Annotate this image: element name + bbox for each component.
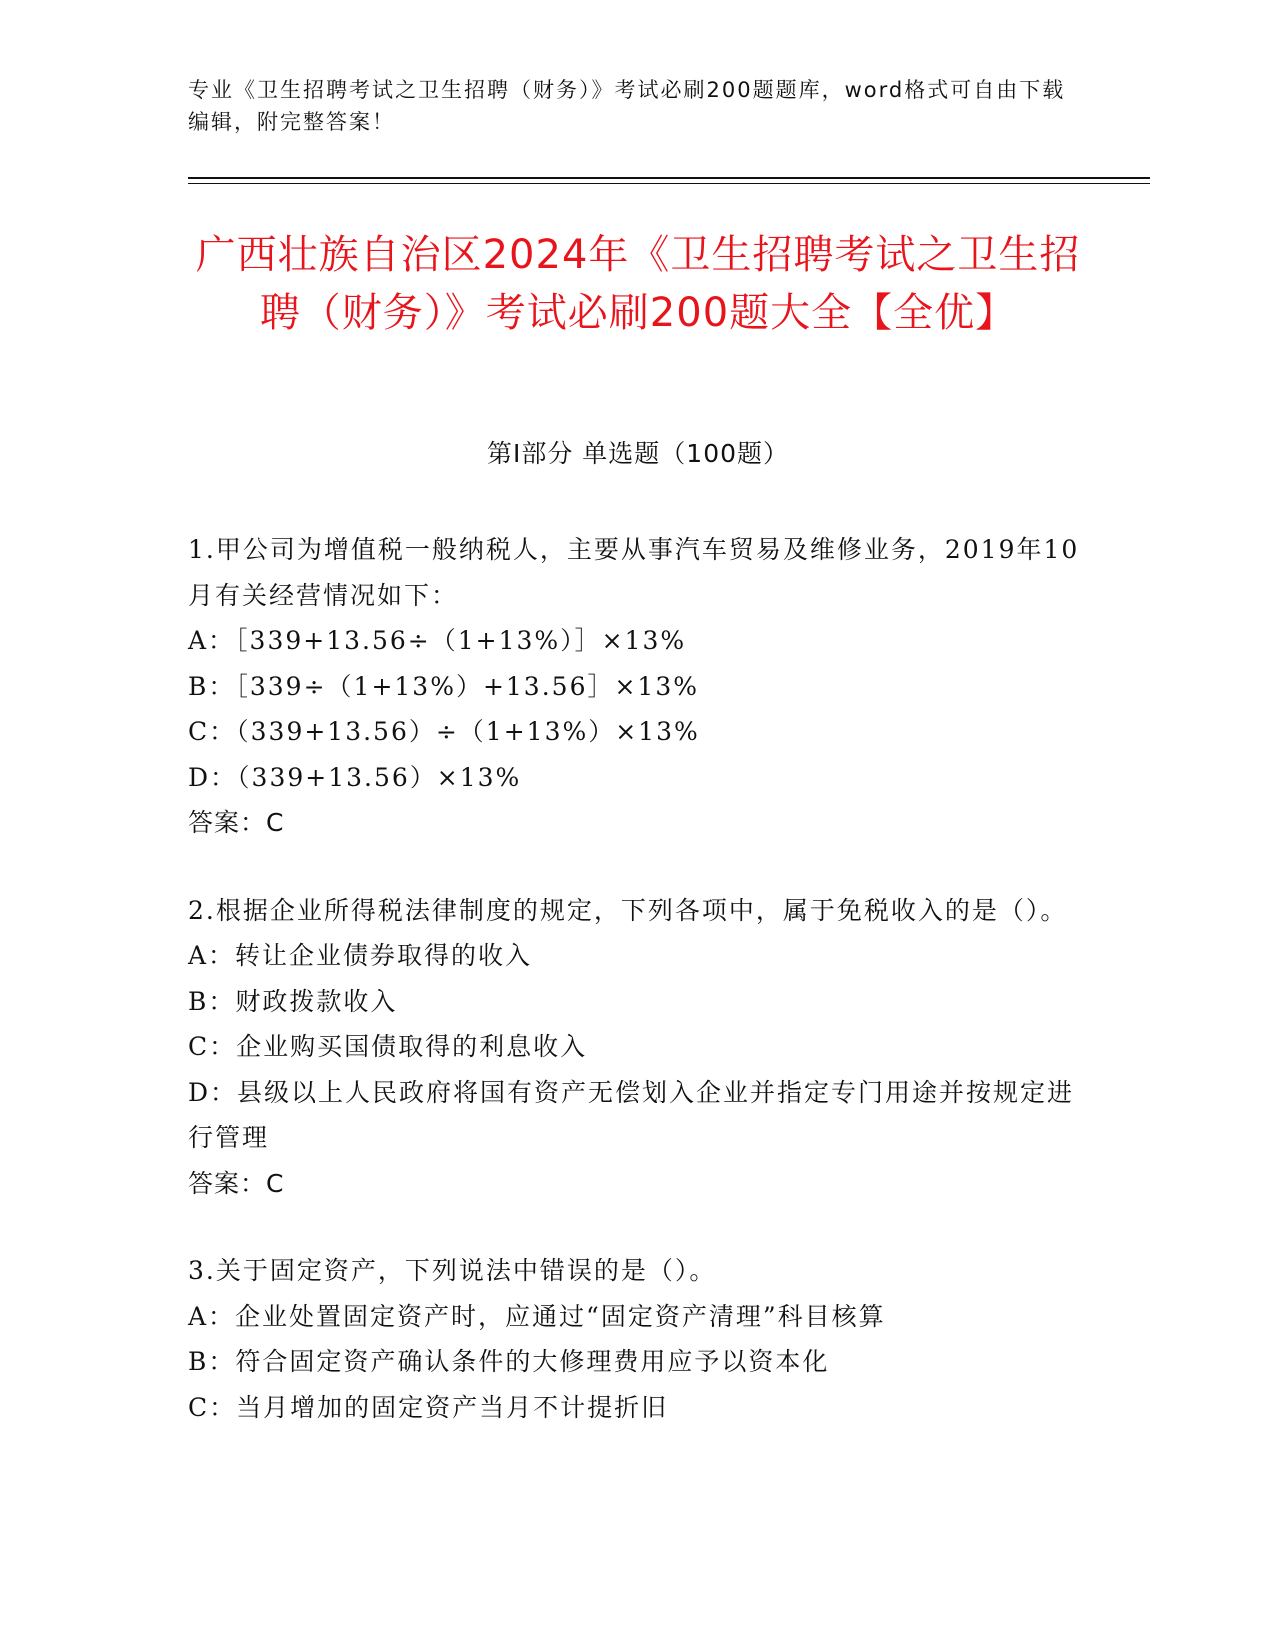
section-title: 第I部分 单选题（100题） [486,439,790,468]
option-c: C：企业购买国债取得的利息收入 [188,1032,588,1061]
option-b: B：［339÷（1+13%）+13.56］×13% [188,671,699,701]
option-c: C：（339+13.56）÷（1+13%）×13% [188,717,700,746]
question-stem: 3.关于固定资产，下列说法中错误的是（）。 [188,1256,717,1285]
option-d: D：（339+13.56）×13% [188,762,522,792]
document-title: 广西壮族自治区2024年《卫生招聘考试之卫生招聘（财务）》考试必刷200题大全【全优】 [195,232,1081,336]
option-d: D：县级以上人民政府将国有资产无偿划入企业并指定专门用途并按规定进行管理 [188,1077,1075,1152]
option-b: B：财政拨款收入 [188,986,398,1016]
option-a: A：［339+13.56÷（1+13%）］×13% [188,626,687,655]
option-b: B：符合固定资产确认条件的大修理费用应予以资本化 [188,1347,830,1376]
question-stem: 1.甲公司为增值税一般纳税人，主要从事汽车贸易及维修业务，2019年10月有关经营情况如下： [188,535,1080,610]
option-c: C：当月增加的固定资产当月不计提折旧 [188,1392,669,1422]
header-note: 专业《卫生招聘考试之卫生招聘（财务）》考试必刷200题题库，word格式可自由下载编辑，附完整答案！ [188,78,1066,134]
answer: 答案：C [188,1168,285,1198]
question-1 [188,527,1088,846]
header-rule-thin [188,183,1150,184]
option-a: A：企业处置固定资产时，应通过“固定资产清理”科目核算 [188,1301,886,1331]
question-stem: 2.根据企业所得税法律制度的规定，下列各项中，属于免税收入的是（）。 [188,895,1068,925]
question-3 [188,1248,1088,1430]
option-a: A：转让企业债券取得的收入 [188,941,533,970]
header-rule-thick [188,177,1150,179]
answer: 答案：C [188,808,285,837]
question-list [188,527,1088,1472]
question-2 [188,888,1088,1207]
